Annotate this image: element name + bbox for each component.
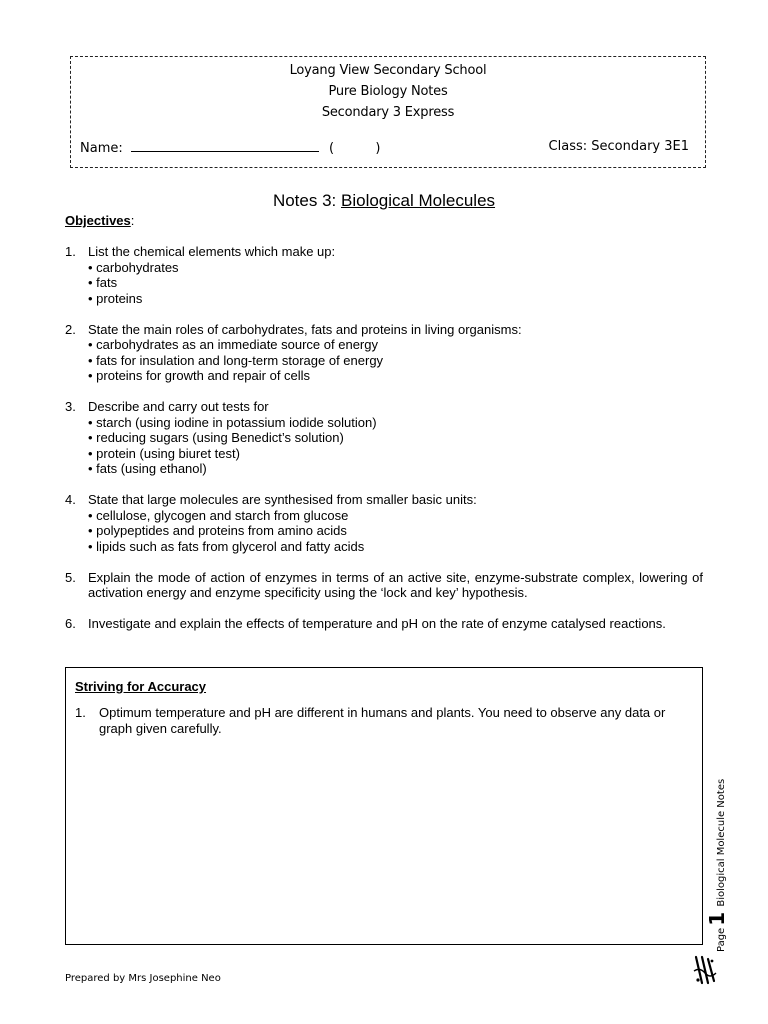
bullet-item: • lipids such as fats from glycerol and fatty acids (88, 538, 365, 554)
bullet-item: • carbohydrates (88, 259, 179, 275)
bullet-item: • proteins (88, 290, 143, 306)
item-number: 1. (65, 244, 76, 259)
register-number-field[interactable]: ( ) (329, 141, 381, 156)
bullet-item: • polypeptides and proteins from amino acids (88, 523, 347, 538)
name-field[interactable] (131, 139, 319, 152)
name-row (80, 139, 380, 156)
title-main: Biological Molecules (341, 191, 496, 210)
list-item (65, 616, 703, 632)
item-text: List the chemical elements which make up: (88, 244, 336, 259)
bullet-item: • reducing sugars (using Benedict’s solution) (88, 430, 344, 445)
item-number: 2. (65, 321, 76, 337)
item-number: 4. (65, 492, 76, 507)
accuracy-item (75, 705, 693, 736)
item-number: 6. (65, 616, 76, 631)
item-text: State the main roles of carbohydrates, fats and proteins in living organisms: (88, 321, 522, 337)
class-label: Class: Secondary 3E1 (548, 139, 689, 154)
list-item (65, 322, 703, 384)
list-item (65, 492, 703, 554)
objectives-list (65, 244, 703, 647)
list-item (65, 399, 703, 477)
item-text: State that large molecules are synthesised from smaller basic units: (88, 492, 477, 507)
bullet-item: • fats (using ethanol) (88, 461, 207, 476)
subject-name: Pure Biology Notes (328, 84, 448, 99)
bullet-item: • starch (using iodine in potassium iodide solution) (88, 414, 377, 430)
accuracy-heading: Striving for Accuracy (75, 679, 207, 694)
objectives-heading (65, 213, 134, 228)
item-number: 3. (65, 399, 76, 414)
item-text: Explain the mode of action of enzymes in terms of an active site, enzyme-substrate complex, lowering of activation energy and enzyme specificity using the ‘lock and key’ hypothesis. (88, 569, 703, 600)
bullet-item: • cellulose, glycogen and starch from glucose (88, 507, 349, 523)
prepared-by: Prepared by Mrs Josephine Neo (65, 973, 221, 984)
accuracy-text: Optimum temperature and pH are different in humans and plants. You need to observe any data or graph given carefully. (99, 705, 666, 736)
list-item (65, 244, 703, 306)
item-text: Investigate and explain the effects of temperature and pH on the rate of enzyme catalysed reactions. (88, 616, 666, 631)
page-word: Page (716, 927, 727, 952)
item-number: 5. (65, 569, 76, 585)
page-decoration-icon (692, 953, 718, 987)
page-number: 1 (705, 911, 729, 926)
striving-for-accuracy-box (65, 667, 703, 945)
bullet-item: • protein (using biuret test) (88, 445, 240, 461)
header-box (70, 56, 706, 168)
objectives-heading-text: Objectives (65, 213, 131, 228)
item-number: 1. (75, 705, 86, 720)
school-name: Loyang View Secondary School (289, 63, 487, 78)
list-item (65, 570, 703, 601)
level-name: Secondary 3 Express (321, 105, 455, 120)
page-title (0, 191, 768, 211)
bullet-item: • fats (88, 275, 118, 290)
page-side-label (705, 712, 729, 952)
doc-label: Biological Molecule Notes (716, 778, 727, 907)
name-label: Name: (80, 141, 123, 156)
objectives-heading-colon: : (130, 213, 135, 228)
bullet-item: • fats for insulation and long-term storage of energy (88, 352, 384, 368)
title-prefix: Notes 3: (272, 191, 341, 210)
item-text: Describe and carry out tests for (88, 399, 269, 414)
bullet-item: • proteins for growth and repair of cells (88, 368, 311, 383)
bullet-item: • carbohydrates as an immediate source of energy (88, 337, 378, 352)
